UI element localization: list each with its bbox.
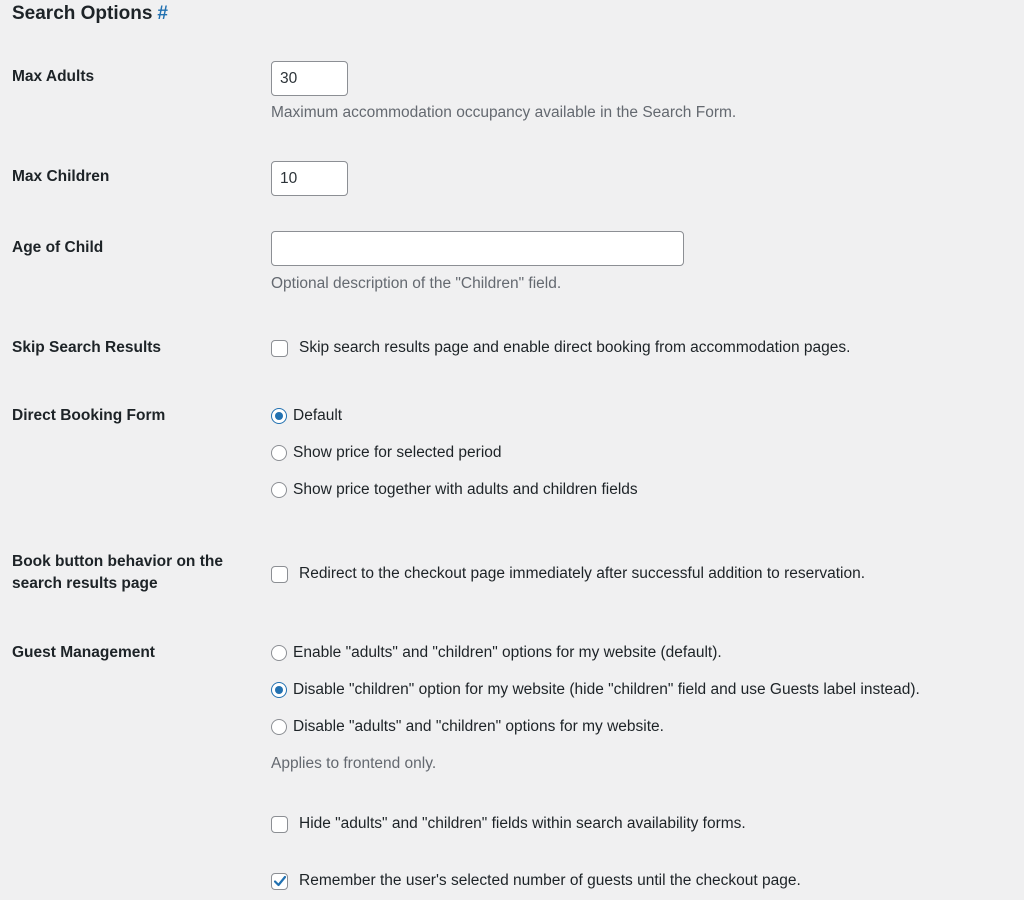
direct-booking-radio-default[interactable] bbox=[271, 408, 287, 424]
guest-management-option-label: Enable "adults" and "children" options for my website (default). bbox=[293, 644, 722, 661]
max-adults-input[interactable] bbox=[271, 61, 348, 96]
section-anchor-link[interactable]: # bbox=[157, 3, 168, 24]
direct-booking-option-label: Show price for selected period bbox=[293, 444, 502, 461]
section-title-text: Search Options bbox=[12, 3, 153, 24]
max-adults-description: Maximum accommodation occupancy available in the Search Form. bbox=[271, 104, 737, 121]
direct-booking-form-label: Direct Booking Form bbox=[12, 407, 166, 424]
direct-booking-option-price-with-guests[interactable] bbox=[271, 479, 638, 501]
skip-search-results-label: Skip Search Results bbox=[12, 339, 162, 356]
guest-management-option-disable-children[interactable] bbox=[271, 679, 920, 701]
direct-booking-option-default[interactable] bbox=[271, 405, 342, 427]
guest-management-option-label: Disable "children" option for my website (hide "children" field and use Guests label instead). bbox=[293, 681, 920, 698]
hide-guest-fields-checkbox[interactable] bbox=[271, 816, 288, 833]
max-children-input[interactable] bbox=[271, 161, 348, 196]
direct-booking-radio-price-with-guests[interactable] bbox=[271, 482, 287, 498]
book-button-redirect-option[interactable] bbox=[271, 563, 865, 585]
book-button-behavior-label bbox=[12, 551, 252, 595]
direct-booking-option-price-period[interactable] bbox=[271, 442, 502, 464]
skip-search-results-checkbox[interactable] bbox=[271, 340, 288, 357]
book-button-redirect-checkbox[interactable] bbox=[271, 566, 288, 583]
guest-management-option-disable-both[interactable] bbox=[271, 716, 664, 738]
guest-management-radio-disable-children[interactable] bbox=[271, 682, 287, 698]
book-button-behavior-label-line1: Book button behavior on the bbox=[12, 553, 223, 570]
checkmark-icon bbox=[273, 874, 287, 888]
guest-management-option-label: Disable "adults" and "children" options for my website. bbox=[293, 718, 664, 735]
direct-booking-option-label: Show price together with adults and children fields bbox=[293, 481, 638, 498]
guest-management-note: Applies to frontend only. bbox=[271, 755, 437, 772]
max-children-label: Max Children bbox=[12, 168, 110, 185]
skip-search-results-option-label: Skip search results page and enable direct booking from accommodation pages. bbox=[299, 339, 851, 356]
hide-guest-fields-option-label: Hide "adults" and "children" fields within search availability forms. bbox=[299, 815, 746, 832]
direct-booking-radio-price-period[interactable] bbox=[271, 445, 287, 461]
direct-booking-option-label: Default bbox=[293, 407, 343, 424]
remember-guests-checkbox[interactable] bbox=[271, 873, 288, 890]
remember-guests-option-label: Remember the user's selected number of guests until the checkout page. bbox=[299, 872, 801, 889]
guest-management-radio-disable-both[interactable] bbox=[271, 719, 287, 735]
age-of-child-description: Optional description of the "Children" field. bbox=[271, 275, 562, 292]
book-button-redirect-option-label: Redirect to the checkout page immediately after successful addition to reservation. bbox=[299, 565, 866, 582]
section-title bbox=[12, 2, 168, 26]
guest-management-radio-enable-both[interactable] bbox=[271, 645, 287, 661]
book-button-behavior-label-line2: search results page bbox=[12, 575, 158, 592]
max-adults-label: Max Adults bbox=[12, 68, 95, 85]
age-of-child-label: Age of Child bbox=[12, 239, 104, 256]
guest-management-label: Guest Management bbox=[12, 644, 155, 661]
guest-management-option-enable-both[interactable] bbox=[271, 642, 722, 664]
remember-guests-option[interactable] bbox=[271, 870, 801, 892]
skip-search-results-option[interactable] bbox=[271, 337, 850, 359]
age-of-child-input[interactable] bbox=[271, 231, 684, 266]
hide-guest-fields-option[interactable] bbox=[271, 813, 746, 835]
